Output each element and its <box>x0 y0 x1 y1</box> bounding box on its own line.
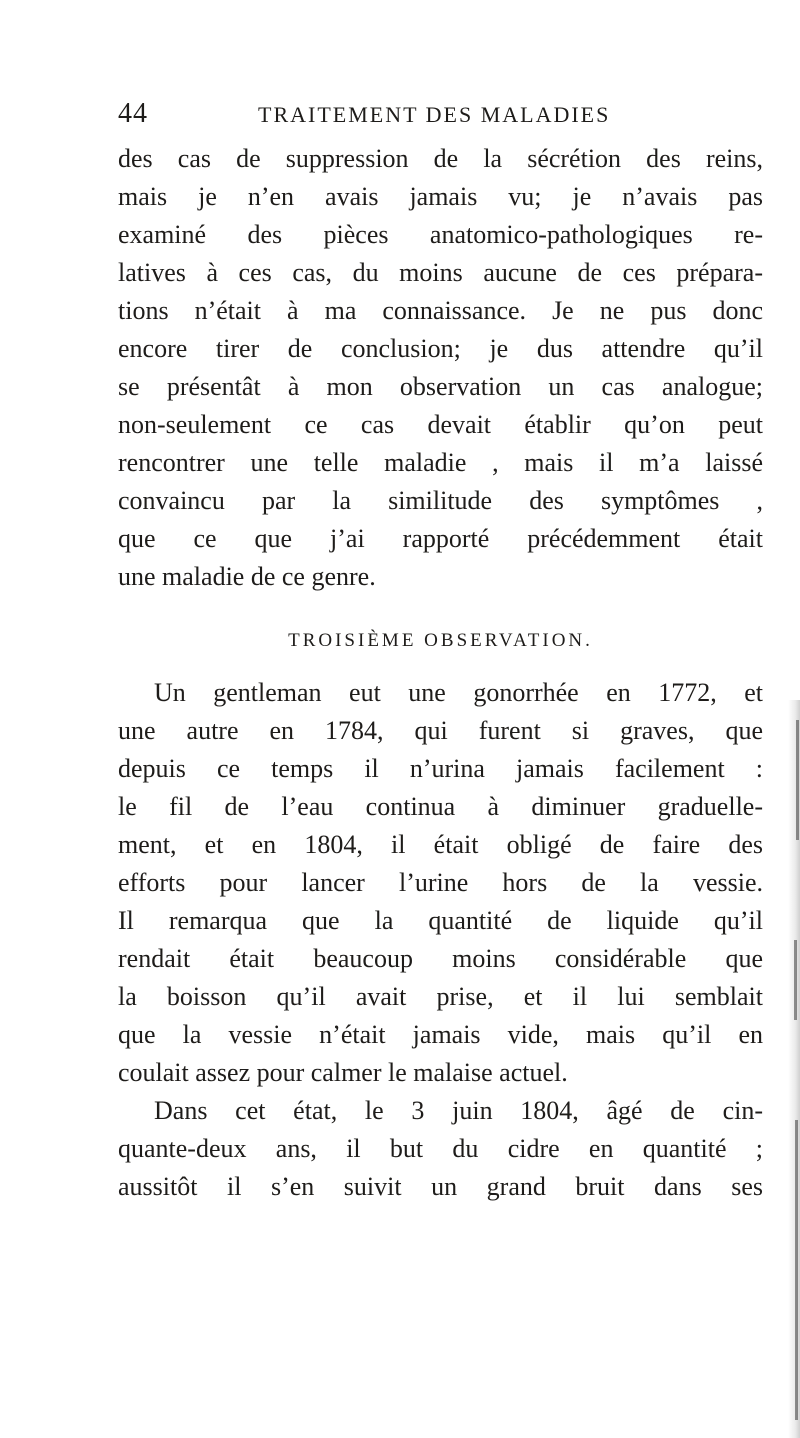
text-line: une maladie de ce genre. <box>118 562 376 591</box>
text-line: se présentât à mon observation un cas analogue; <box>118 372 763 401</box>
text-line: quante-deux ans, il but du cidre en quantité ; <box>118 1134 763 1163</box>
paragraph-3 <box>118 1092 763 1206</box>
text-line: que la vessie n’était jamais vide, mais qu’il en <box>118 1020 763 1049</box>
text-line: Un gentleman eut une gonorrhée en 1772, et <box>154 678 763 707</box>
text-line: non-seulement ce cas devait établir qu’on peut <box>118 410 763 439</box>
text-line: des cas de suppression de la sécrétion des reins, <box>118 144 763 173</box>
body-text <box>118 140 763 1206</box>
text-line: examiné des pièces anatomico-pathologiques re- <box>118 220 763 249</box>
running-head: TRAITEMENT DES MALADIES <box>258 102 611 127</box>
text-line: coulait assez pour calmer le malaise actuel. <box>118 1058 568 1087</box>
text-line: mais je n’en avais jamais vu; je n’avais pas <box>118 182 763 211</box>
text-line: encore tirer de conclusion; je dus attendre qu’il <box>118 334 763 363</box>
page-edge-mark <box>796 720 799 840</box>
text-line: Dans cet état, le 3 juin 1804, âgé de cin- <box>154 1096 763 1125</box>
text-line: aussitôt il s’en suivit un grand bruit dans ses <box>118 1172 763 1201</box>
text-line: rendait était beaucoup moins considérable que <box>118 944 763 973</box>
section-heading: TROISIÈME OBSERVATION. <box>288 630 593 651</box>
text-line: tions n’était à ma connaissance. Je ne pus donc <box>118 296 763 325</box>
paragraph-2 <box>118 674 763 1092</box>
paragraph-1 <box>118 140 763 596</box>
text-line: latives à ces cas, du moins aucune de ces prépara- <box>118 258 763 287</box>
text-line: ment, et en 1804, il était obligé de faire des <box>118 830 763 859</box>
page-edge-mark <box>794 940 797 1020</box>
text-line: efforts pour lancer l’urine hors de la vessie. <box>118 868 763 897</box>
text-line: rencontrer une telle maladie , mais il m’a laissé <box>118 448 763 477</box>
page-number: 44 <box>118 98 148 129</box>
text-line: que ce que j’ai rapporté précédemment était <box>118 524 763 553</box>
text-line: Il remarqua que la quantité de liquide qu’il <box>118 906 763 935</box>
text-line: depuis ce temps il n’urina jamais facilement : <box>118 754 763 783</box>
text-line: la boisson qu’il avait prise, et il lui semblait <box>118 982 763 1011</box>
text-line: une autre en 1784, qui furent si graves, que <box>118 716 763 745</box>
text-line: convaincu par la similitude des symptômes , <box>118 486 763 515</box>
page-header <box>118 98 758 132</box>
page-edge-mark <box>795 1120 798 1420</box>
page-edge-shadow <box>788 700 800 1438</box>
text-line: le fil de l’eau continua à diminuer graduelle- <box>118 792 763 821</box>
